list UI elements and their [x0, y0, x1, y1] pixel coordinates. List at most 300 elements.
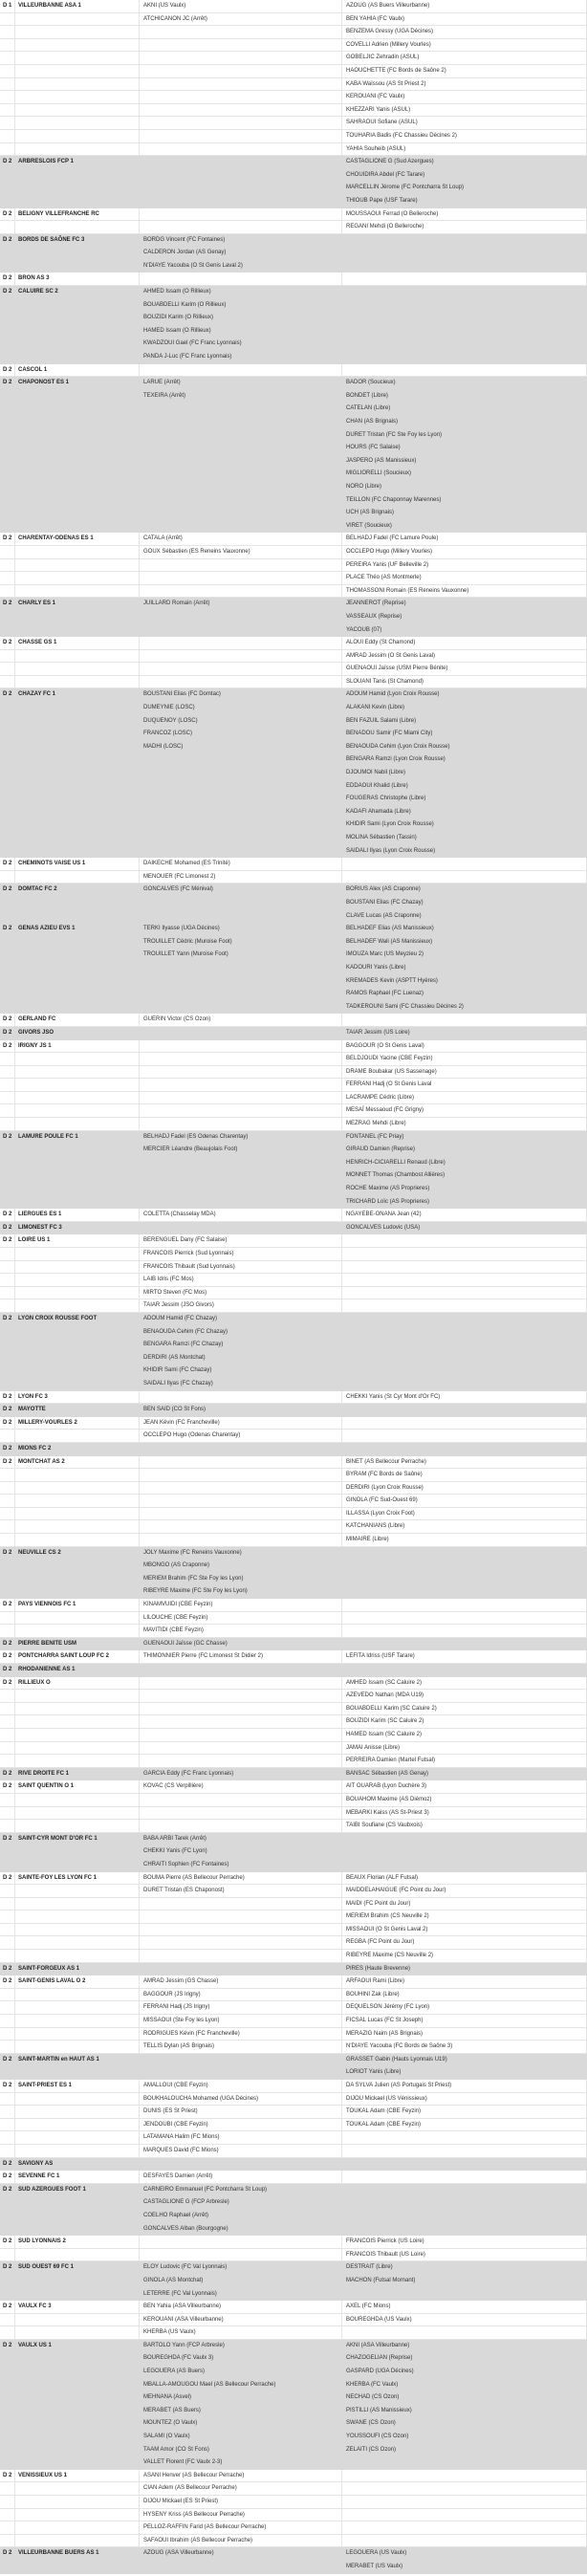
club-name-cell — [15, 468, 140, 481]
table-row — [0, 1859, 587, 1872]
departure-cell: BARTOLO Yann (FCP Arbresle) — [143, 2342, 225, 2348]
arrival-cell: DERDIRI (Lyon Croix Rousse) — [342, 1482, 587, 1495]
division-cell — [0, 312, 15, 325]
club-name-cell: LIERGUES ES 1 — [15, 1209, 140, 1221]
table-row — [0, 195, 587, 208]
departure-cell: GONCALVES (FC Ménival) — [143, 886, 213, 893]
departure-cell: TEXEIRA (Arrêt) — [143, 392, 186, 399]
table-row — [0, 2405, 587, 2418]
table-row — [0, 1573, 587, 1586]
table-row — [0, 429, 587, 443]
departure-cell: TELLIS Dylan (AS Brignais) — [140, 2041, 342, 2053]
table-row — [0, 1794, 587, 1807]
club-name-cell: CHAPONOST ES 1 — [18, 380, 70, 386]
club-name-cell: SAINT-FORGEUX AS 1 — [18, 1965, 80, 1972]
club-name-cell — [15, 195, 140, 208]
division-cell — [0, 1585, 15, 1599]
club-block — [0, 1234, 587, 1313]
club-name-cell — [15, 2366, 140, 2379]
departure-cell: LAIB Idris (FC Mos) — [140, 1274, 342, 1286]
division-cell — [0, 1859, 15, 1872]
division-cell — [0, 676, 15, 688]
club-block — [0, 1131, 587, 1210]
division-cell — [0, 650, 15, 663]
table-row — [0, 2482, 587, 2496]
table-row — [0, 2119, 587, 2132]
arrival-cell: KEROUANI (FC Vaulx) — [342, 91, 587, 103]
arrival-cell: HENRICH-CICIARELLI Renaud (Libre) — [346, 1159, 446, 1166]
departure-cell: FRANCOZ (LOSC) — [143, 731, 192, 737]
departure-cell — [140, 1677, 342, 1690]
division-cell — [0, 1742, 15, 1755]
table-row — [0, 39, 587, 53]
division-cell — [0, 52, 15, 64]
division-cell — [0, 260, 15, 273]
club-name-cell — [15, 1690, 140, 1702]
arrival-cell: TAIBI Soufiane (CS Vaubxois) — [342, 1820, 587, 1832]
club-name-cell — [15, 1820, 140, 1832]
division-cell: D 2 — [3, 1315, 12, 1321]
arrival-cell — [342, 2210, 587, 2223]
table-row — [0, 416, 587, 429]
arrival-cell — [342, 1833, 587, 1846]
division-cell — [0, 1364, 15, 1378]
departure-cell — [140, 1157, 342, 1170]
departure-cell: KHIDIR Sami (FC Chazay) — [143, 1367, 212, 1374]
arrival-cell: BELHADEF Wali (AS Manissieux) — [346, 938, 433, 945]
arrival-cell: BOUREGHDA (US Vaulx) — [342, 2314, 587, 2326]
table-row — [0, 1352, 587, 1365]
table-row — [0, 1898, 587, 1911]
table-row — [0, 1599, 587, 1612]
table-row — [0, 624, 587, 638]
arrival-cell: DA SYLVA Julien (AS Portugais St Priest) — [342, 2080, 587, 2092]
departure-cell: DESFAYES Damien (Arrêt) — [140, 2171, 342, 2183]
division-cell — [0, 1755, 15, 1767]
club-name-cell — [15, 325, 140, 338]
arrival-cell: AKNI (ASA Villeurbanne) — [346, 2342, 410, 2348]
table-row — [0, 1287, 587, 1300]
table-row — [0, 1391, 587, 1405]
arrival-cell: RAMOS Raphael (FC Luenaz) — [346, 991, 424, 997]
club-name-cell — [15, 91, 140, 103]
departure-cell — [140, 611, 342, 624]
departure-cell — [140, 130, 342, 142]
division-cell — [0, 2482, 15, 2495]
division-cell — [0, 753, 15, 767]
division-cell — [0, 1520, 15, 1533]
arrival-cell: PERREIRA Damien (Martel Futsal) — [342, 1755, 587, 1767]
table-row — [0, 676, 587, 689]
division-cell: D 2 — [3, 1835, 12, 1842]
division-cell — [0, 910, 15, 924]
club-name-cell — [15, 1520, 140, 1533]
table-row — [0, 2196, 587, 2210]
club-block — [0, 1456, 587, 1547]
table-row — [0, 1638, 587, 1651]
division-cell — [0, 429, 15, 443]
club-block — [0, 923, 587, 1014]
club-name-cell — [15, 1053, 140, 1065]
arrival-cell — [342, 338, 587, 351]
departure-cell: TAIAR Jessim (JSO Givors) — [140, 1299, 342, 1312]
division-cell — [0, 2119, 15, 2131]
departure-cell: CARNEIRO Emmanuel (FC Pontcharra St Loup) — [143, 2186, 268, 2193]
division-cell — [0, 806, 15, 819]
table-row — [0, 2080, 587, 2093]
arrival-cell — [342, 2184, 587, 2197]
arrival-cell: LORIOT Yanis (Libre) — [346, 2069, 402, 2076]
club-name-cell — [15, 988, 140, 1001]
table-row — [0, 1989, 587, 2002]
table-row — [0, 1508, 587, 1521]
division-cell — [0, 1950, 15, 1962]
club-name-cell — [15, 1989, 140, 2001]
division-cell: D 2 — [3, 2160, 12, 2167]
division-cell — [0, 624, 15, 638]
arrival-cell: BONDET (Libre) — [346, 392, 388, 399]
arrival-cell — [342, 1547, 587, 1561]
departure-cell — [140, 52, 342, 64]
club-name-cell — [15, 2352, 140, 2366]
departure-cell — [140, 962, 342, 975]
departure-cell — [140, 65, 342, 77]
table-row — [0, 143, 587, 157]
club-name-cell — [15, 2015, 140, 2027]
arrival-cell: GUENAOUI Jaïsse (USM Pierre Bénite) — [342, 663, 587, 675]
arrival-cell — [342, 1364, 587, 1378]
table-row — [0, 1729, 587, 1742]
table-row — [0, 1169, 587, 1183]
table-row — [0, 1339, 587, 1352]
division-cell — [0, 494, 15, 508]
division-cell: D 2 — [3, 236, 12, 243]
departure-cell: DURET Tristan (ES Chaponost) — [140, 1885, 342, 1897]
arrival-cell: FICSAL Lucas (FC St Joseph) — [342, 2015, 587, 2027]
division-cell: D 2 — [0, 533, 15, 545]
arrival-cell: KREMADES Kevin (ASPTT Hyères) — [346, 977, 438, 984]
arrival-cell — [342, 1352, 587, 1365]
division-cell: D 2 — [0, 2236, 15, 2248]
division-cell — [0, 468, 15, 481]
division-cell — [0, 1079, 15, 1091]
club-name-cell — [15, 2249, 140, 2261]
departure-cell: BABA ARBI Tarek (Arrêt) — [143, 1835, 207, 1842]
table-row — [0, 533, 587, 546]
departure-cell — [140, 1066, 342, 1079]
arrival-cell — [342, 1261, 587, 1274]
division-cell — [0, 2326, 15, 2339]
club-name-cell: CHEMINOTS VAISE US 1 — [15, 858, 140, 870]
departure-cell: GONCALVES Alban (Bourgogne) — [143, 2225, 228, 2232]
departure-cell: DUMEYNIE (LOSC) — [143, 705, 195, 711]
club-block — [0, 598, 587, 637]
club-name-cell — [15, 182, 140, 195]
division-cell — [0, 1690, 15, 1702]
departure-cell: GOUX Sébastien (ES Reneins Vauxonne) — [140, 546, 342, 558]
departure-cell — [140, 143, 342, 156]
departure-cell: BEN SAID (CO St Fons) — [143, 1407, 207, 1413]
arrival-cell: MESAÏ Messaoud (FC Grigny) — [342, 1104, 587, 1117]
table-row — [0, 2275, 587, 2288]
club-name-cell — [15, 1248, 140, 1260]
division-cell — [0, 2028, 15, 2041]
club-name-cell: PIERRE BENITE USM — [18, 1640, 77, 1647]
arrival-cell: TRICHARD Loïc (AS Proprieres) — [346, 1198, 430, 1205]
club-block — [0, 533, 587, 598]
departure-cell: RIBEYRE Maxime (FC Ste Foy les Lyon) — [143, 1588, 248, 1595]
club-name-cell — [15, 455, 140, 469]
club-name-cell — [15, 1845, 140, 1859]
division-cell — [0, 1936, 15, 1949]
division-cell — [0, 2145, 15, 2157]
division-cell — [0, 1910, 15, 1923]
club-name-cell — [15, 1885, 140, 1897]
table-row — [0, 247, 587, 260]
arrival-cell: CHAZOGELIAN (Reprise) — [346, 2355, 413, 2362]
table-row — [0, 2535, 587, 2548]
club-name-cell — [15, 806, 140, 819]
club-name-cell — [15, 611, 140, 624]
club-name-cell: CHASSE GS 1 — [15, 637, 140, 649]
departure-cell — [140, 1001, 342, 1015]
arrival-cell — [342, 351, 587, 364]
arrival-cell — [342, 247, 587, 260]
division-cell: D 2 — [3, 1965, 12, 1972]
division-cell — [0, 1196, 15, 1210]
arrival-cell — [342, 1430, 587, 1442]
departure-cell: DUNIS (ES St Priest) — [140, 2106, 342, 2118]
club-name-cell: SUD AZERGUES FOOT 1 — [18, 2186, 86, 2193]
departure-cell — [140, 1104, 342, 1117]
departure-cell — [140, 494, 342, 508]
club-block — [0, 1677, 587, 1768]
club-name-cell — [15, 1364, 140, 1378]
division-cell: D 2 — [3, 2342, 12, 2348]
departure-cell — [140, 1040, 342, 1053]
club-block — [0, 2301, 587, 2340]
departure-cell: BORDG Vincent (FC Fontaines) — [143, 236, 226, 243]
club-name-cell: VAULX US 1 — [18, 2342, 52, 2348]
club-block — [0, 2158, 587, 2172]
arrival-cell: RIBEYRE Maxime (CS Neuville 2) — [342, 1950, 587, 1962]
club-name-cell — [15, 650, 140, 663]
departure-cell — [140, 650, 342, 663]
table-row — [0, 338, 587, 351]
table-row — [0, 858, 587, 871]
club-name-cell — [15, 715, 140, 729]
division-cell — [0, 546, 15, 558]
club-name-cell — [15, 247, 140, 260]
club-name-cell — [15, 975, 140, 989]
departure-cell — [140, 1456, 342, 1469]
club-name-cell — [15, 1092, 140, 1104]
departure-cell: LATAMANA Halim (FC Mions) — [140, 2131, 342, 2144]
departure-cell — [140, 1742, 342, 1755]
arrival-cell — [342, 1274, 587, 1286]
table-row — [0, 13, 587, 27]
club-name-cell — [15, 1495, 140, 1507]
table-row — [0, 1131, 587, 1145]
division-cell: D 2 — [0, 2080, 15, 2092]
club-name-cell — [15, 2496, 140, 2508]
table-row — [0, 1833, 587, 1846]
club-name-cell — [15, 2066, 140, 2080]
departure-cell: MENOUER (FC Limonest 2) — [140, 871, 342, 884]
arrival-cell — [342, 325, 587, 338]
table-row — [0, 2288, 587, 2302]
arrival-cell — [342, 286, 587, 299]
departure-cell — [140, 819, 342, 832]
division-cell — [0, 1183, 15, 1196]
departure-cell — [140, 1910, 342, 1923]
table-row — [0, 1780, 587, 1794]
arrival-cell: YAHIA Souheib (ASUL) — [342, 143, 587, 156]
table-row — [0, 728, 587, 741]
departure-cell: THIMONNIER Pierre (FC Limonest St Didier 2) — [140, 1650, 342, 1663]
table-row — [0, 1469, 587, 1482]
club-name-cell: SAINT-MARTIN en HAUT AS 1 — [18, 2056, 99, 2063]
departure-cell: BELHADJ Fadel (ES Odenas Charentay) — [143, 1133, 249, 1140]
arrival-cell: MISSAOUI (O St Genis Laval 2) — [342, 1924, 587, 1936]
club-block — [0, 637, 587, 688]
division-cell — [0, 936, 15, 950]
table-row — [0, 1950, 587, 1963]
table-row — [0, 351, 587, 364]
departure-cell — [140, 624, 342, 638]
departure-cell — [140, 156, 342, 169]
arrival-cell: BOUZIDI Karim (SC Caluire 2) — [342, 1715, 587, 1728]
table-row — [0, 1104, 587, 1118]
arrival-cell: DURET Tristan (FC Ste Foy les Lyon) — [346, 431, 443, 438]
departure-cell: JUILLARD Romain (Arrêt) — [143, 600, 210, 607]
arrival-cell: MACHON (Futsal Mornant) — [346, 2277, 416, 2283]
arrival-cell — [342, 1248, 587, 1260]
departure-cell: COLETTA (Chasselay MDA) — [140, 1209, 342, 1221]
departure-cell — [140, 520, 342, 534]
club-name-cell — [15, 117, 140, 129]
departure-cell — [140, 663, 342, 675]
division-cell — [0, 1820, 15, 1832]
arrival-cell: NGAYEBE-ONANA Jean (42) — [342, 1209, 587, 1221]
table-row — [0, 585, 587, 599]
division-cell — [0, 2561, 15, 2574]
division-cell — [0, 416, 15, 429]
division-cell: D 2 — [3, 1029, 12, 1036]
table-row — [0, 130, 587, 143]
arrival-cell: ZELAITI (CS Ozon) — [346, 2446, 397, 2453]
table-row — [0, 1885, 587, 1898]
club-name-cell — [15, 1898, 140, 1910]
division-cell: D 2 — [0, 1677, 15, 1690]
table-row — [0, 2131, 587, 2145]
division-cell: D 2 — [3, 691, 12, 698]
club-name-cell: GERLAND FC — [15, 1014, 140, 1026]
club-block — [0, 286, 587, 364]
arrival-cell: VASSEAUX (Reprise) — [346, 613, 402, 620]
club-name-cell — [15, 442, 140, 455]
arrival-cell: GASPARD (UGA Décines) — [346, 2369, 414, 2375]
club-name-cell: GIVORS JSO — [18, 1029, 54, 1036]
arrival-cell: BADOR (Soucieux) — [346, 380, 396, 386]
division-cell — [0, 1482, 15, 1495]
arrival-cell: SAIDALI Ilyas (Lyon Croix Rousse) — [346, 847, 436, 854]
departure-cell: KOVAC (CS Verpillière) — [140, 1780, 342, 1793]
division-cell — [0, 390, 15, 404]
departure-cell: CHEKKI Yanis (FC Lyon) — [143, 1848, 207, 1855]
arrival-cell: GONCALVES Ludovic (USA) — [346, 1224, 421, 1231]
club-block — [0, 1313, 587, 1391]
departure-cell: DAIKECHE Mohamed (ES Trinité) — [140, 858, 342, 870]
club-name-cell — [15, 130, 140, 142]
club-name-cell — [15, 338, 140, 351]
division-cell — [0, 130, 15, 142]
club-name-cell: MAYOTTE — [18, 1407, 46, 1413]
table-row — [0, 1274, 587, 1287]
club-name-cell — [15, 910, 140, 924]
division-cell — [0, 1703, 15, 1715]
club-name-cell — [15, 1560, 140, 1573]
departure-cell: TROUILLET Cédric (Muroise Foot) — [143, 938, 232, 945]
club-name-cell — [15, 2417, 140, 2431]
club-name-cell: CHARLY ES 1 — [18, 600, 56, 607]
division-cell — [0, 1248, 15, 1260]
arrival-cell — [342, 2223, 587, 2237]
club-block — [0, 2340, 587, 2470]
arrival-cell — [342, 2470, 587, 2482]
division-cell — [0, 169, 15, 183]
club-name-cell — [15, 1703, 140, 1715]
division-cell — [0, 1104, 15, 1117]
table-row — [0, 1520, 587, 1534]
club-name-cell — [15, 1910, 140, 1923]
departure-cell — [140, 832, 342, 845]
club-name-cell: SAVIGNY AS — [18, 2160, 54, 2167]
table-row — [0, 403, 587, 416]
departure-cell — [140, 1794, 342, 1806]
club-name-cell — [15, 416, 140, 429]
departure-cell — [140, 1169, 342, 1183]
departure-cell — [140, 585, 342, 598]
club-name-cell — [15, 312, 140, 325]
departure-cell — [140, 91, 342, 103]
arrival-cell — [342, 2288, 587, 2302]
arrival-cell: AIT OUARAB (Lyon Duchère 3) — [342, 1780, 587, 1793]
club-name-cell: MILLERY-VOURLES 2 — [15, 1417, 140, 1430]
arrival-cell — [342, 2158, 587, 2172]
club-name-cell — [15, 26, 140, 38]
departure-cell — [140, 676, 342, 688]
division-cell — [0, 1287, 15, 1299]
table-row — [0, 2547, 587, 2561]
division-cell — [0, 949, 15, 962]
table-row — [0, 780, 587, 794]
departure-cell — [140, 1820, 342, 1832]
division-cell — [0, 65, 15, 77]
departure-cell: GUERIN Victor (CS Ozon) — [140, 1014, 342, 1026]
division-cell — [0, 1573, 15, 1586]
division-cell: D 2 — [0, 1599, 15, 1611]
departure-cell — [140, 1482, 342, 1495]
arrival-cell: MEZRAG Mehdi (Libre) — [342, 1118, 587, 1130]
arrival-cell: DIJOU Mickael (US Vénissieux) — [342, 2093, 587, 2106]
table-row — [0, 2184, 587, 2197]
division-cell: D 2 — [0, 1234, 15, 1247]
arrival-cell: MERIEM Brahim (CS Neuville 2) — [342, 1910, 587, 1923]
arrival-cell: BINET (AS Bellecour Perrache) — [342, 1456, 587, 1469]
club-name-cell — [15, 1950, 140, 1962]
club-name-cell: BRON AS 3 — [15, 273, 140, 285]
